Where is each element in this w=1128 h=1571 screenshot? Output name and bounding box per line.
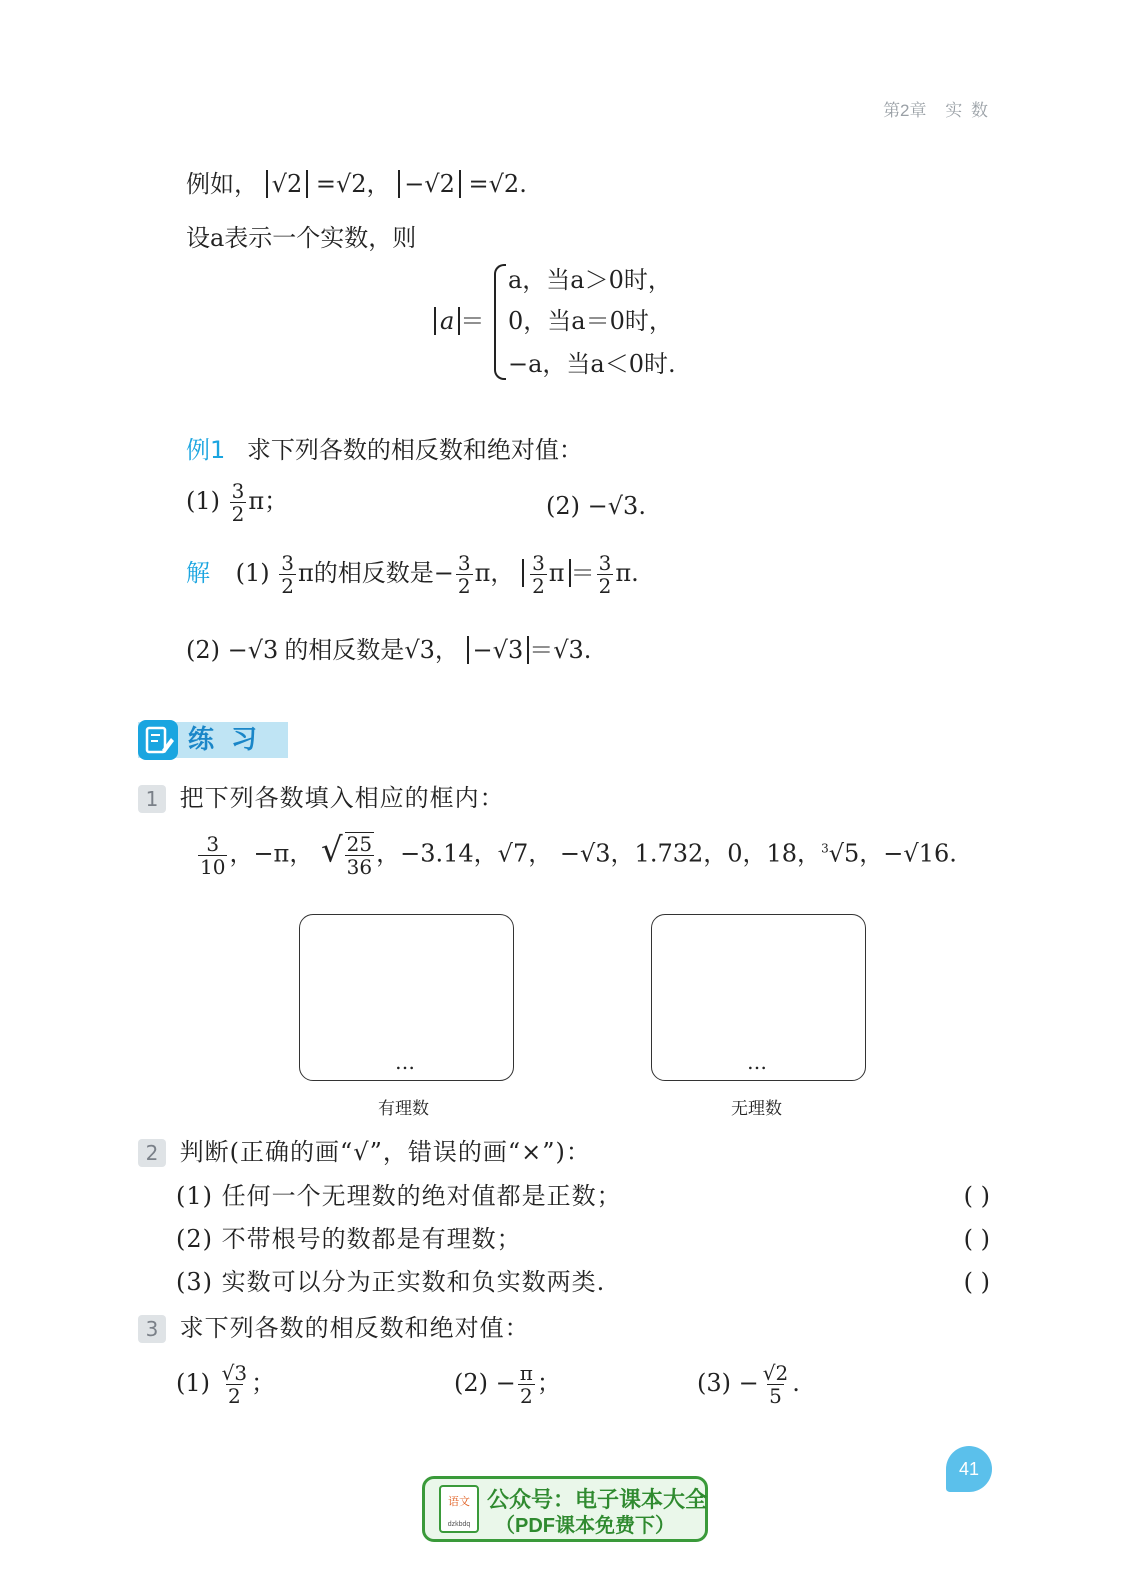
abs-sqrt2: √2 [266,170,309,198]
q1-text: 把下列各数填入相应的框内： [179,784,505,812]
radicand: 2 [351,170,367,198]
denominator: 2 [598,574,612,598]
abs-neg-sqrt3: −√3 [467,636,530,664]
sep: ， [434,636,459,664]
radicand: 3 [595,839,611,868]
page-number: 41 [958,1459,980,1479]
denominator: 2 [231,502,245,526]
text: ； [536,1369,561,1397]
q3-heading [138,1312,530,1344]
part-label: (2) − [454,1369,516,1397]
fraction [230,480,247,525]
logo-sub: dzkbdq [447,1521,471,1528]
numerator: 3 [206,831,220,856]
intro-example-line: 例如， √2 =√2， −√2 =√2. [186,170,527,198]
text: π， [474,559,515,587]
q3-part3 [697,1362,800,1407]
radicand: 16 [918,839,950,868]
abs-a: a [434,307,460,335]
minus: − [587,492,608,520]
abs-fraction: $\frac{3}{2}$ π [522,559,571,587]
denominator: 2 [228,1384,241,1408]
text: ，− [859,839,904,868]
logo-text: 语文 [448,1496,470,1508]
q2-item: (1) 任何一个无理数的绝对值都是正数； [176,1182,622,1210]
radicand: 3 [568,636,584,664]
numerator: π [519,1361,533,1385]
q2-item: (2) 不带根号的数都是有理数； [176,1225,522,1253]
solution-line1: 解 (1) $\frac{3}{2}$ π的相反数是− $\frac{3}{2}$ π， $\frac{3}{2}$ π ＝ $\frac{3}{2}$ π. [186,551,639,598]
fraction [597,552,614,597]
case-1: a，当a＞0时， [508,266,672,294]
denominator: 5 [769,1384,782,1408]
period: . [583,636,592,664]
minus: − [404,170,425,198]
fraction [279,552,296,597]
chapter-number: 第2章 [883,101,927,120]
rational-dots: … [395,1050,415,1074]
page-number-badge [946,1446,992,1492]
numerator: 3 [231,479,245,503]
q2-text: 判断(正确的画“√”，错误的画“×”)： [179,1138,591,1166]
text: ； [251,1369,276,1397]
answer-paren[interactable]: ( ) [963,1225,990,1253]
text: π的相反数是− [298,559,454,587]
practice-icon [138,720,178,760]
numerator: 3 [457,551,471,575]
book-logo [439,1485,479,1533]
part-label: (1) [186,487,220,515]
example1-heading [186,434,583,466]
radicand: 2 [286,170,303,198]
intro-line2: 设a表示一个实数，则 [186,224,417,252]
example1-label: 例1 [186,436,226,464]
radicand: 2 [439,170,455,198]
radicand: 3 [623,492,639,520]
chapter-header [883,96,990,121]
text: ，1.732，0，18， [610,839,822,868]
answer-paren[interactable]: ( ) [963,1182,990,1210]
period: . [519,170,527,198]
denominator: 10 [200,854,226,879]
radicand: 7 [512,839,529,868]
irrational-dots: … [747,1050,767,1074]
fraction [456,552,473,597]
q3-text: 求下列各数的相反数和绝对值： [179,1314,530,1342]
period: . [638,492,646,520]
radicand: 3 [234,1361,248,1385]
example1-part2: (2) −√3. [546,492,646,520]
practice-title: 练 习 [188,725,262,755]
text: ，−π， [229,839,314,868]
q2-item: (3) 实数可以分为正实数和负实数两类. [176,1268,606,1296]
sep: ， [366,170,391,198]
denominator: 2 [457,574,471,598]
numerator: 3 [598,551,612,575]
radicand: 2 [503,170,520,198]
fraction [518,1362,535,1407]
tail: π； [248,487,289,515]
chapter-title: 实 数 [945,101,990,120]
irrational-label: 无理数 [731,1099,782,1119]
watermark-line2: （PDF课本免费下） [495,1515,675,1537]
abs-definition-lhs: a ＝ [434,305,484,337]
part-label: (2) [186,636,220,664]
part-label: (3) − [697,1369,759,1397]
fraction [198,833,227,878]
part-label: (1) [176,1369,210,1397]
radicand: 3 [507,636,524,664]
brace [494,264,506,380]
denominator: 2 [519,1384,533,1408]
solution-label: 解 [186,559,210,587]
q1-number-list: $\frac{3}{10}$ ，−π， √ $\frac{25}{36}$ ，−3.14，√7， −√3，1.732，0，18，$^3$√5，−√16. [200,830,957,879]
radicand: 3 [419,636,435,664]
q2-number: 2 [138,1139,166,1167]
denominator: 36 [346,855,373,879]
text: . [792,1369,800,1397]
case-2: 0，当a＝0时， [508,307,673,335]
radicand: 5 [844,839,860,868]
numerator: √3 [221,1361,248,1385]
radicand: 2 [775,1361,789,1385]
example1-prompt: 求下列各数的相反数和绝对值： [246,436,583,464]
text: 的相反数是 [284,636,405,664]
eq-sign: = [315,170,336,198]
rational-label: 有理数 [378,1099,429,1119]
intro-prefix: 例如， [186,170,258,198]
pencil-note-icon [138,720,178,760]
q1-number: 1 [138,785,166,813]
q3-part2 [454,1362,561,1407]
watermark-banner [422,1476,708,1542]
eq-sign: = [468,170,489,198]
denominator: 2 [281,574,295,598]
radicand: 3 [263,636,279,664]
denominator: 2 [532,574,545,598]
q1-heading [138,782,505,814]
numerator: 3 [532,551,545,575]
abs-neg-sqrt2: −√2 [398,170,461,198]
irrational-box[interactable] [651,914,866,1081]
watermark-line1: 公众号：电子课本大全 [487,1487,708,1512]
answer-paren[interactable]: ( ) [963,1268,990,1296]
fraction [345,832,374,878]
text: π. [615,559,639,587]
numerator: 25 [346,832,373,856]
example1-part1 [186,480,288,525]
text: ，−3.14， [376,839,498,868]
q2-heading [138,1136,591,1168]
solution-line2: (2) −√3 的相反数是√3， −√3 ＝√3. [186,636,592,664]
numerator: √2 [762,1361,789,1385]
rational-box[interactable] [299,914,514,1081]
numerator: 3 [281,551,295,575]
fraction [530,552,547,597]
part-label: (1) [235,559,270,587]
part-label: (2) [546,492,580,520]
fraction [761,1362,790,1407]
case-3: −a，当a＜0时. [508,350,676,378]
q3-part1 [176,1362,275,1407]
fraction [220,1362,249,1407]
q3-number: 3 [138,1315,166,1343]
